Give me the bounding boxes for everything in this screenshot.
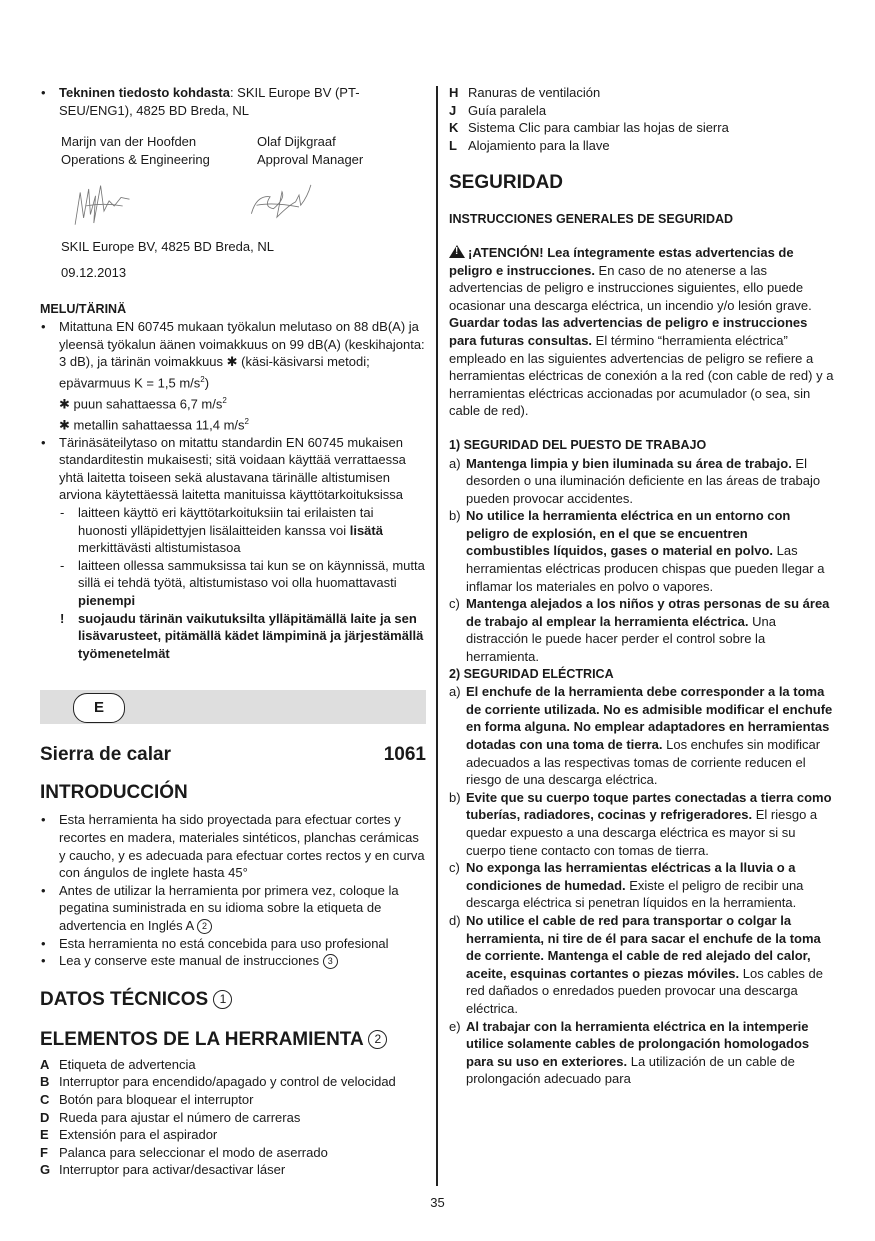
signatories [61,133,426,168]
tech-file-item: • Tekninen tiedosto kohdasta: SKIL Europe BV (PT-SEU/ENG1), 4825 BD Breda, NL [40,84,426,119]
list-item: G Interruptor para activar/desactivar láser [40,1162,286,1178]
section-2-heading: 2) SEGURIDAD ELÉCTRICA [449,666,614,681]
signatory-2: Olaf Dijkgraaf Approval Manager [257,134,364,167]
melu-bullet-2: • Tärinäsäteilytaso on mitattu standardin EN 60745 mukaisen standarditestin mukaisesti; sitä voidaan käyttää verrattaessa yhtä laitetta toiseen sekä alustavana tärinälle altistumisen arviona käytettäessä laitetta manituissa käyttötarkoituksissa [40,434,426,504]
right-column [449,84,835,1088]
melu-bullet-1: • Mitattuna EN 60745 mukaan työkalun melutaso on 88 dB(A) ja yleensä työkalun äänen voimakkuus on 99 dB(A) (keskihajonta: 3 dB), ja tärinän voimakkuus ✱ (käsi-käsivarsi metodi; epävarmuus K = 1,5 $m/s^2$) ✱ puun sahattaessa 6,7 $m/s^2$ ✱ metallin sahattaessa 11,4 $m/s^2$ [40,318,426,434]
intro-heading: INTRODUCCIÓN [40,782,188,804]
intro-bullet-4: • Lea y conserve este manual de instrucciones 3 [40,952,426,970]
list-item: K Sistema Clic para cambiar las hojas de sierra [449,120,729,136]
list-item: C Botón para bloquear el interruptor [40,1091,254,1107]
list-item: J Guía paralela [449,102,547,118]
melu-dash-1: - laitteen käyttö eri käyttötarkoituksiin tai erilaisten tai huonosti ylläpidettyjen lisälaitteiden kanssa voi lisätä merkittävästi altistumistasoa [40,504,426,557]
list-item: F Palanca para seleccionar el modo de aserrado [40,1144,328,1160]
list-item: B Interruptor para encendido/apagado y control de velocidad [40,1074,396,1090]
attention-paragraph: !¡ATENCIÓN! Lea íntegramente estas advertencias de peligro e instrucciones. En caso de no atenerse a las advertencias de peligro e instrucciones siguientes, ello puede ocasionar una descarga eléctrica, un incendio y/o lesión grave. Guardar todas las advertencias de peligro e instrucciones para futuras consultas. El término “herramienta eléctrica” empleado en las siguientes advertencias de peligro se refiere a herramientas eléctricas de conexión a la red (con cable de red) y a herramientas eléctricas accionadas por acumulador (o sea, sin cable de red). [449,244,835,420]
list-item: A Etiqueta de advertencia [40,1056,196,1072]
intro-bullet-2: • Antes de utilizar la herramienta por primera vez, coloque la pegatina suministrada en su idioma sobre la etiqueta de advertencia en Inglés A 2 [40,882,426,935]
section-2-item-b: b) Evite que su cuerpo toque partes conectadas a tierra como tuberías, radiadores, cocinas y refrigeradores. El riesgo a quedar expuesto a una descarga eléctrica es mayor si su cuerpo tiene contacto con tomas de tierra. [449,789,832,858]
list-item: D Rueda para ajustar el número de carreras [40,1109,301,1125]
signatory-1: Marijn van der Hoofden Operations & Engineering [61,134,210,167]
language-band [40,690,426,724]
section-1-item-a: a) Mantenga limpia y bien iluminada su área de trabajo. El desorden o una iluminación deficiente en las áreas de trabajo pueden provocar accidentes. [449,455,821,506]
figure-ref-icon: 1 [213,990,232,1009]
seguridad-heading: SEGURIDAD [449,172,564,194]
figure-ref-icon: 3 [323,954,338,969]
elements-list-left [40,1056,426,1179]
datos-heading: DATOS TÉCNICOS 1 [40,988,426,1012]
section-2-item-d: d) No utilice el cable de red para transportar o colgar la herramienta, ni tire de él para sacar el enchufe de la toma de corriente. Mantenga el cable de red alejado del calor, aceite, esquinas cortantes o piezas móviles. Los cables de red dañados o enredados pueden provocar una descarga eléctrica. [449,912,823,1016]
product-number: 1061 [383,744,426,766]
general-safety-heading: INSTRUCCIONES GENERALES DE SEGURIDAD [449,212,734,227]
section-1-item-c: c) Mantenga alejados a los niños y otras personas de su área de trabajo al emplear la herramienta eléctrica. Una distracción le puede hacer perder el control sobre la herramienta. [449,596,830,665]
section-1-heading: 1) SEGURIDAD DEL PUESTO DE TRABAJO [449,437,707,452]
melu-dash-2: - laitteen ollessa sammuksissa tai kun se on käynnissä, mutta sillä ei tehdä työtä, altistumistaso voi olla huomattavasti pienempi [40,557,426,610]
page-number: 35 [430,1195,445,1210]
signature-1-image [70,176,138,236]
intro-bullet-1: • Esta herramienta ha sido proyectada para efectuar cortes y recortes en madera, materiales sintéticos, planchas cerámicas y caucho, y es adecuada para efectuar cortes rectos y en curva con ángulos de inglete hasta 45° [40,811,426,881]
figure-ref-icon: 2 [368,1030,387,1049]
intro-bullet-3: • Esta herramienta no está concebida para uso profesional [40,935,426,953]
signature-2-image [248,176,316,226]
list-item: H Ranuras de ventilación [449,85,601,100]
column-divider [436,86,438,1186]
left-column [40,84,426,1179]
melu-warning: ! suojaudu tärinän vaikutuksilta ylläpitämällä laite ja sen lisävarusteet, pitämällä kädet lämpiminä ja järjestämällä työmenetelmät [40,610,426,663]
signature-date: 09.12.2013 [61,264,127,280]
elements-list-right [449,84,835,154]
section-2-item-c: c) No exponga las herramientas eléctricas a la lluvia o a condiciones de humedad. Existe el peligro de recibir una descarga eléctrica si penetran líquidos en la herramienta. [449,860,804,911]
list-item: L Alojamiento para la llave [449,137,610,153]
elementos-heading: ELEMENTOS DE LA HERRAMIENTA 2 [40,1028,426,1052]
language-badge: E [73,693,125,723]
figure-ref-icon: 2 [197,919,212,934]
product-title [40,743,426,767]
warning-triangle-icon [449,245,465,258]
company-address: SKIL Europe BV, 4825 BD Breda, NL [61,239,274,255]
section-1-item-b: b) No utilice la herramienta eléctrica en un entorno con peligro de explosión, en el que se encuentren combustibles líquidos, gases o material en polvo. Las herramientas eléctricas producen chispas que pueden llegar a inflamar los materiales en polvo o vapores. [449,508,825,594]
signature-images [70,176,426,238]
section-2-item-e: e) Al trabajar con la herramienta eléctrica en la intemperie utilice solamente cables de prolongación homologados para su uso en exteriores. La utilización de un cable de prolongación adecuado para [449,1018,810,1087]
section-2-item-a: a) El enchufe de la herramienta debe corresponder a la toma de corriente utilizada. No es admisible modificar el enchufe en forma alguna. No emplear adaptadores en herramientas dotadas con una toma de tierra. Los enchufes sin modificar adecuados a las respectivas tomas de corriente reducen el riesgo de una descarga eléctrica. [449,684,833,788]
melu-heading: MELU/TÄRINÄ [40,301,127,316]
list-item: E Extensión para el aspirador [40,1127,218,1143]
product-name: Sierra de calar [40,744,171,766]
